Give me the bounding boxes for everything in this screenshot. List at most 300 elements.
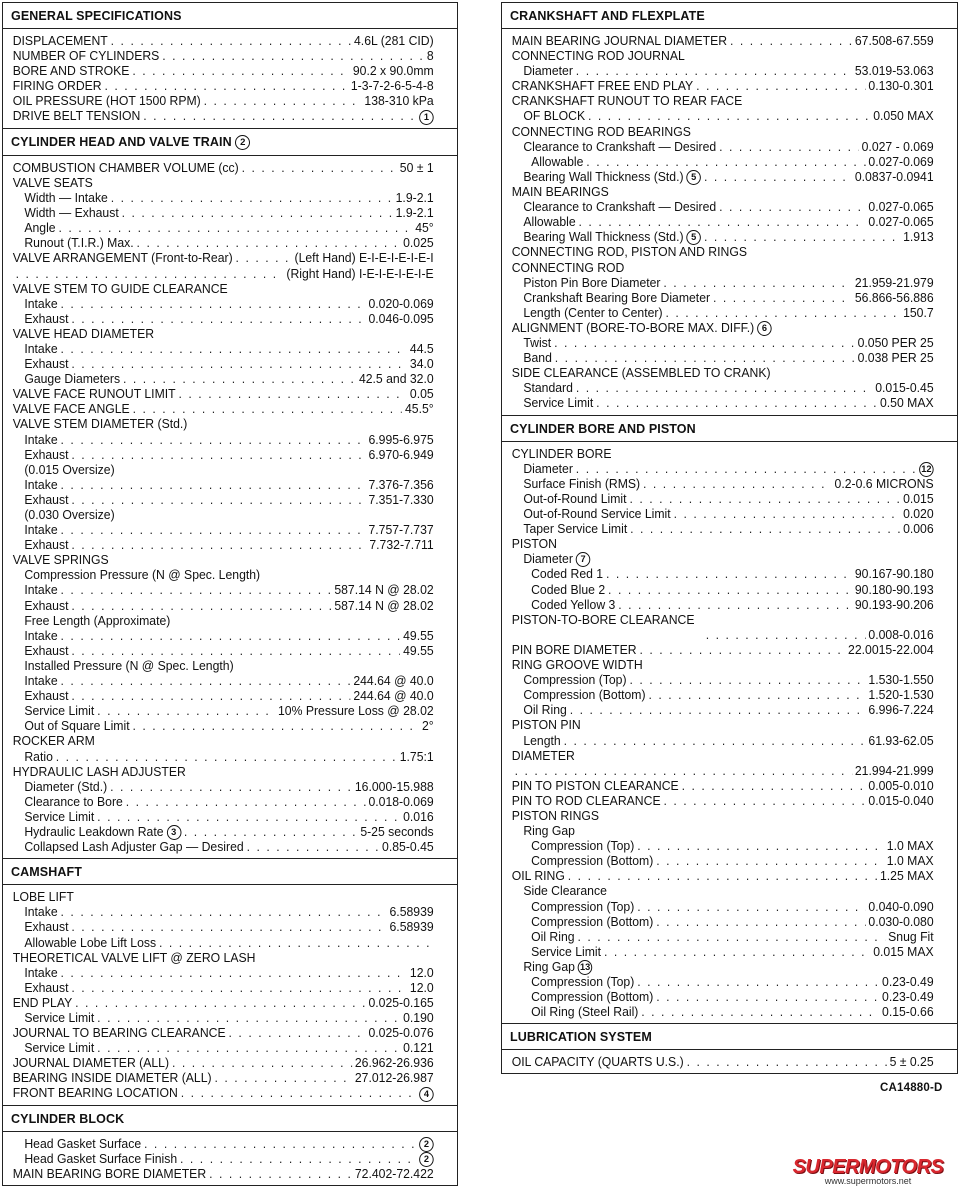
spec-row [3, 780, 443, 795]
leader-dots [588, 109, 870, 124]
spec-label: Gauge Diameters [24, 372, 121, 387]
spec-row [3, 996, 443, 1011]
leader-dots [618, 598, 852, 613]
spec-value: 0.050 MAX [873, 109, 934, 124]
reference-note-marker: 12 [919, 462, 934, 477]
spec-value: 0.050 PER 25 [857, 336, 934, 351]
spec-row [3, 840, 443, 855]
spec-row [502, 185, 943, 200]
section-heading [502, 3, 957, 29]
spec-row [502, 945, 943, 960]
spec-row [502, 734, 943, 749]
figure-code: CA14880-D [880, 1082, 943, 1094]
leader-dots [59, 221, 413, 236]
spec-row [502, 779, 943, 794]
reference-note-marker: 13 [578, 960, 593, 975]
leader-dots [71, 448, 365, 463]
spec-value: 0.015 MAX [873, 944, 934, 959]
spec-label: Length (Center to Center) [523, 305, 663, 320]
spec-label: OF BLOCK [523, 109, 586, 124]
leader-dots [71, 920, 386, 935]
spec-row [3, 674, 443, 689]
spec-label: Compression (Bottom) [531, 854, 654, 869]
spec-value: 56.866-56.886 [854, 290, 934, 305]
spec-value: 6.970-6.949 [368, 447, 434, 462]
leader-dots [132, 719, 419, 734]
spec-row [3, 312, 443, 327]
spec-value: 0.027-0.069 [868, 154, 934, 169]
spec-value: 7.732-7.711 [369, 538, 434, 553]
spec-value: 0.025 [403, 236, 434, 251]
spec-row [3, 176, 443, 191]
section-body [502, 29, 957, 416]
spec-row [3, 750, 443, 765]
spec-label: Intake [24, 674, 58, 689]
spec-row [502, 1055, 943, 1070]
leader-dots [71, 538, 366, 553]
spec-row [502, 975, 943, 990]
leader-dots [713, 291, 852, 306]
spec-row [3, 765, 443, 780]
spec-row [502, 703, 943, 718]
reference-note-marker: 5 [686, 170, 701, 185]
leader-dots [719, 200, 865, 215]
reference-note-marker: 4 [419, 1087, 434, 1102]
spec-label: FRONT BEARING LOCATION [12, 1086, 178, 1101]
leader-dots [641, 1005, 879, 1020]
spec-label: COMBUSTION CHAMBER VOLUME (cc) [12, 160, 239, 175]
leader-dots [719, 140, 859, 155]
spec-label: Runout (T.I.R.) Max. [24, 236, 134, 251]
leader-dots [143, 109, 416, 124]
spec-label: Width — Intake [24, 191, 108, 206]
leader-dots [172, 1056, 352, 1071]
spec-label: BEARING INSIDE DIAMETER (ALL) [12, 1071, 212, 1086]
spec-value: 0.23-0.49 [882, 990, 934, 1005]
spec-value: 6.995-6.975 [368, 432, 434, 447]
spec-row [3, 920, 443, 935]
spec-row [3, 936, 443, 951]
spec-label: Diameter [523, 64, 573, 79]
spec-label: Ratio [24, 749, 53, 764]
leader-dots [61, 342, 407, 357]
spec-label: BORE AND STROKE [12, 64, 130, 79]
spec-value: 0.005-0.010 [868, 778, 934, 793]
spec-value: 0.015-0.45 [875, 381, 934, 396]
spec-value: (Left Hand) E-I-E-I-E-I-E-I [294, 251, 434, 266]
leader-dots [71, 644, 400, 659]
spec-value: 6.58939 [389, 920, 434, 935]
spec-value: 1.0 MAX [886, 839, 934, 854]
leader-dots [181, 1086, 416, 1101]
spec-label: Intake [24, 296, 58, 311]
spec-row [3, 109, 443, 124]
spec-value: 0.030-0.080 [868, 914, 934, 929]
spec-value: 0.008-0.016 [868, 627, 934, 642]
spec-label: Length [523, 733, 561, 748]
leader-dots [61, 297, 366, 312]
spec-label: Oil Ring [531, 929, 575, 944]
spec-row [3, 966, 443, 981]
spec-label: VALVE SPRINGS [12, 553, 109, 568]
spec-row [3, 1056, 443, 1071]
spec-label: Compression (Top) [531, 839, 635, 854]
spec-label: Taper Service Limit [523, 522, 628, 537]
spec-label: Coded Yellow 3 [531, 597, 616, 612]
spec-label: Exhaust [24, 643, 69, 658]
spec-value [419, 109, 434, 124]
spec-label: Out of Square Limit [24, 719, 130, 734]
spec-label: Head Gasket Surface Finish [24, 1151, 178, 1166]
leader-dots [637, 839, 884, 854]
spec-value: 1.520-1.530 [868, 688, 934, 703]
spec-row [502, 140, 943, 155]
leader-dots [209, 1167, 352, 1182]
spec-row [502, 552, 943, 567]
spec-value [419, 1086, 434, 1101]
section-body [3, 156, 457, 859]
spec-row [502, 155, 943, 170]
spec-value: 12.0 [409, 965, 434, 980]
reference-note-marker: 6 [757, 321, 772, 336]
spec-label: Compression (Bottom) [531, 914, 654, 929]
spec-value: 90.167-90.180 [854, 567, 934, 582]
leader-dots [630, 522, 900, 537]
leader-dots [687, 1055, 887, 1070]
leader-dots [570, 703, 866, 718]
spec-row [502, 794, 943, 809]
spec-value: 0.027-0.065 [868, 200, 934, 215]
spec-label: Exhaust [24, 920, 69, 935]
spec-value: 10% Pressure Loss @ 28.02 [277, 704, 434, 719]
spec-row [3, 402, 443, 417]
spec-row [3, 1167, 443, 1182]
leader-dots [674, 507, 901, 522]
leader-dots [61, 629, 401, 644]
spec-label: JOURNAL TO BEARING CLEARANCE [12, 1026, 226, 1041]
leader-dots [122, 206, 393, 221]
spec-label: Intake [24, 341, 58, 356]
leader-dots [656, 915, 865, 930]
section-heading [3, 859, 457, 885]
spec-value: 90.193-90.206 [854, 597, 934, 612]
spec-label: CRANKSHAFT FREE END PLAY [511, 79, 694, 94]
spec-label: PISTON [511, 537, 557, 552]
spec-label: VALVE STEM DIAMETER (Std.) [12, 417, 188, 432]
leader-dots [247, 840, 380, 855]
spec-value: 16.000-15.988 [354, 779, 434, 794]
leader-dots [643, 477, 832, 492]
section-heading [502, 416, 957, 442]
spec-row [502, 688, 943, 703]
spec-row [3, 810, 443, 825]
spec-label: Band [523, 351, 552, 366]
spec-row [3, 599, 443, 614]
spec-row [3, 191, 443, 206]
section-title: CRANKSHAFT AND FLEXPLATE [510, 9, 705, 23]
spec-row [3, 1026, 443, 1041]
spec-label: Exhaust [24, 980, 69, 995]
spec-section [3, 3, 457, 129]
watermark-url: www.supermotors.net [824, 1176, 912, 1186]
spec-value: 0.190 [403, 1010, 434, 1025]
spec-value: 2° [421, 719, 434, 734]
spec-value: 138-310 kPa [364, 94, 434, 109]
spec-value: 4.6L (281 CID) [354, 34, 434, 48]
spec-value: 7.351-7.330 [368, 492, 434, 507]
spec-label: Twist [523, 336, 552, 351]
spec-label: MAIN BEARINGS [511, 185, 609, 200]
leader-dots [123, 372, 356, 387]
leader-dots [656, 990, 879, 1005]
spec-value: 1.9-2.1 [395, 191, 434, 206]
spec-row [502, 245, 943, 260]
spec-label: VALVE HEAD DIAMETER [12, 326, 155, 341]
spec-row [3, 236, 443, 251]
spec-row [3, 583, 443, 598]
leader-dots [704, 230, 900, 245]
spec-label: Out-of-Round Limit [523, 491, 627, 506]
spec-row [502, 447, 943, 462]
leader-dots [568, 869, 877, 884]
spec-row [502, 990, 943, 1005]
spec-label: Intake [24, 583, 58, 598]
spec-row [502, 839, 943, 854]
spec-label: Crankshaft Bearing Bore Diameter [523, 290, 711, 305]
spec-label: Compression (Top) [531, 975, 635, 990]
spec-label: Standard [523, 381, 573, 396]
leader-dots [696, 79, 865, 94]
right-spec-column [501, 2, 958, 1074]
section-body [3, 29, 457, 129]
spec-value: 67.508-67.559 [854, 34, 934, 48]
spec-value: 0.121 [403, 1041, 434, 1056]
spec-value [419, 1137, 434, 1152]
spec-row [3, 327, 443, 342]
section-heading [3, 129, 457, 156]
leader-dots [706, 628, 866, 643]
spec-label: Diameter [523, 552, 573, 567]
spec-row [3, 951, 443, 966]
spec-label: END PLAY [12, 995, 73, 1010]
spec-label: DISPLACEMENT [12, 34, 108, 48]
spec-row [502, 673, 943, 688]
reference-note-marker: 2 [419, 1137, 434, 1152]
spec-label: Compression (Top) [523, 673, 627, 688]
leader-dots [629, 492, 900, 507]
spec-section [3, 859, 457, 1105]
spec-value: 0.016 [403, 809, 434, 824]
spec-label: JOURNAL DIAMETER (ALL) [12, 1056, 170, 1071]
reference-note-marker: 5 [686, 230, 701, 245]
spec-label: DRIVE BELT TENSION [12, 109, 141, 124]
spec-row [502, 492, 943, 507]
leader-dots [215, 1071, 352, 1086]
reference-note-marker: 2 [235, 135, 250, 150]
spec-row [502, 125, 943, 140]
leader-dots [656, 854, 884, 869]
spec-row [502, 583, 943, 598]
spec-value: 72.402-72.422 [354, 1166, 434, 1181]
spec-value: 53.019-53.063 [854, 64, 934, 79]
spec-value: 5-25 seconds [360, 824, 434, 839]
leader-dots [204, 94, 362, 109]
spec-row [3, 981, 443, 996]
spec-row [3, 1137, 443, 1152]
spec-label: Intake [24, 477, 58, 492]
spec-value: 0.130-0.301 [868, 79, 934, 94]
spec-value: 0.027 - 0.069 [861, 139, 934, 154]
section-heading [3, 3, 457, 29]
spec-label: Exhaust [24, 598, 69, 613]
spec-label: Bearing Wall Thickness (Std.) [523, 230, 684, 245]
spec-row [502, 537, 943, 552]
leader-dots [664, 794, 866, 809]
spec-row [3, 251, 443, 266]
spec-row [502, 170, 943, 185]
leader-dots [126, 795, 366, 810]
leader-dots [179, 387, 407, 402]
spec-label: Allowable [531, 154, 584, 169]
leader-dots [97, 810, 400, 825]
reference-note-marker: 1 [419, 110, 434, 125]
section-title: GENERAL SPECIFICATIONS [11, 9, 182, 23]
spec-value: (Right Hand) I-E-I-E-I-E-I-E [286, 266, 434, 281]
leader-dots [61, 905, 387, 920]
spec-value: 34.0 [409, 357, 434, 372]
spec-value: 0.006 [903, 522, 934, 537]
spec-label: VALVE FACE RUNOUT LIMIT [12, 387, 176, 402]
spec-row [502, 351, 943, 366]
spec-label: (0.030 Oversize) [24, 508, 115, 522]
spec-value: 0.018-0.069 [368, 794, 434, 809]
spec-label: Allowable Lobe Lift Loss [24, 935, 157, 950]
section-title: CYLINDER BLOCK [11, 1111, 125, 1126]
leader-dots [704, 170, 852, 185]
spec-row [3, 357, 443, 372]
leader-dots [61, 674, 351, 689]
spec-row [502, 960, 943, 975]
leader-dots [730, 34, 852, 49]
spec-label: Collapsed Lash Adjuster Gap — Desired [24, 840, 244, 855]
spec-row [3, 1071, 443, 1086]
spec-label: PISTON-TO-BORE CLEARANCE [511, 612, 695, 627]
spec-row [502, 900, 943, 915]
spec-row [502, 567, 943, 582]
spec-label: VALVE SEATS [12, 175, 93, 190]
leader-dots [586, 155, 865, 170]
spec-row [502, 658, 943, 673]
spec-label: Intake [24, 628, 58, 643]
spec-value: 0.015 [903, 491, 934, 506]
spec-label: Angle [24, 221, 56, 236]
leader-dots [648, 688, 865, 703]
spec-label: LOBE LIFT [12, 890, 74, 905]
leader-dots [180, 1152, 416, 1167]
spec-label: OIL CAPACITY (QUARTS U.S.) [511, 1055, 684, 1070]
spec-value: 0.040-0.090 [868, 899, 934, 914]
spec-value: 27.012-26.987 [354, 1071, 434, 1086]
leader-dots [97, 1011, 400, 1026]
spec-row [502, 628, 943, 643]
spec-row [3, 206, 443, 221]
spec-label: (0.015 Oversize) [24, 462, 115, 477]
watermark [780, 1156, 956, 1186]
leader-dots [16, 267, 284, 282]
leader-dots [111, 34, 351, 49]
spec-value: 0.025-0.165 [368, 995, 434, 1010]
spec-label: Exhaust [24, 538, 69, 553]
spec-label: HYDRAULIC LASH ADJUSTER [12, 764, 186, 779]
spec-row [502, 79, 943, 94]
spec-row [502, 915, 943, 930]
spec-label: Compression (Bottom) [531, 990, 654, 1005]
spec-label: Coded Blue 2 [531, 582, 606, 597]
reference-note-marker: 2 [419, 1152, 434, 1167]
spec-label: Installed Pressure (N @ Spec. Length) [24, 658, 234, 673]
spec-row [3, 890, 443, 905]
section-title: CAMSHAFT [11, 865, 82, 880]
spec-value: 0.2-0.6 MICRONS [834, 476, 934, 491]
spec-label: Coded Red 1 [531, 567, 604, 582]
spec-value: 6.996-7.224 [868, 703, 934, 718]
spec-row [502, 613, 943, 628]
spec-label: Service Limit [523, 396, 594, 411]
spec-row [502, 462, 943, 477]
section-heading [502, 1024, 957, 1050]
spec-section [502, 3, 957, 416]
spec-row [502, 109, 943, 124]
leader-dots [75, 996, 365, 1011]
spec-value: 90.2 x 90.0mm [352, 64, 434, 79]
spec-value: 0.23-0.49 [882, 975, 934, 990]
spec-row [3, 282, 443, 297]
leader-dots [555, 351, 855, 366]
spec-row [502, 718, 943, 733]
spec-row [502, 749, 943, 764]
spec-row [502, 764, 943, 779]
spec-label: MAIN BEARING JOURNAL DIAMETER [511, 34, 728, 48]
leader-dots [515, 764, 852, 779]
spec-label: PIN BORE DIAMETER [511, 642, 637, 657]
spec-label: ROCKER ARM [12, 734, 95, 749]
spec-value: 90.180-90.193 [854, 582, 934, 597]
spec-value: 1.0 MAX [886, 854, 934, 869]
spec-row [3, 689, 443, 704]
section-body [3, 1132, 457, 1185]
leader-dots [71, 357, 407, 372]
spec-row [3, 417, 443, 432]
spec-label: ALIGNMENT (BORE-TO-BORE MAX. DIFF.) [511, 320, 755, 335]
leader-dots [111, 191, 393, 206]
spec-label: Service Limit [24, 1010, 95, 1025]
spec-label: Intake [24, 965, 58, 980]
spec-label: Service Limit [24, 809, 95, 824]
leader-dots [629, 673, 865, 688]
spec-row [3, 64, 443, 79]
spec-row [502, 230, 943, 245]
spec-value: 1-3-7-2-6-5-4-8 [350, 79, 434, 94]
leader-dots [71, 312, 365, 327]
spec-label: Intake [24, 905, 58, 920]
spec-label: CYLINDER BORE [511, 446, 612, 461]
spec-label: Ring Gap [523, 959, 575, 974]
leader-dots [71, 689, 350, 704]
spec-row [3, 1041, 443, 1056]
spec-value: 0.50 MAX [879, 396, 934, 411]
spec-row [502, 64, 943, 79]
spec-value: 21.994-21.999 [854, 763, 934, 778]
